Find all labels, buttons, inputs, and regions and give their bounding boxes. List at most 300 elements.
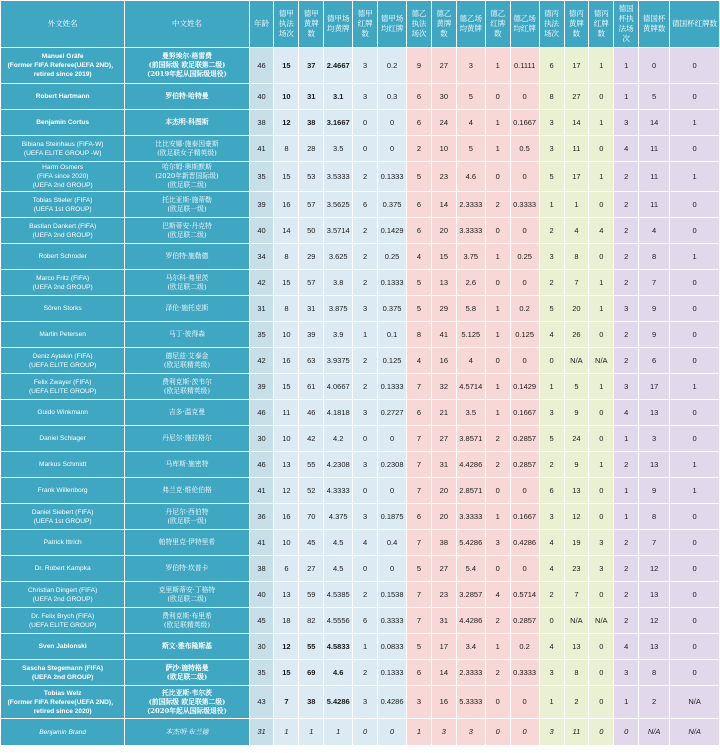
stat-cell: 5 bbox=[564, 374, 589, 400]
stat-cell: 29 bbox=[431, 296, 456, 322]
stat-cell: 0.1333 bbox=[378, 162, 407, 192]
stat-cell: 20 bbox=[431, 218, 456, 244]
stat-cell: 15 bbox=[274, 660, 299, 686]
stat-cell: 3 bbox=[353, 400, 378, 426]
stat-cell: 6 bbox=[274, 556, 299, 582]
table-row bbox=[1, 686, 720, 719]
stat-cell: 8 bbox=[274, 244, 299, 270]
stat-cell: 5.4286 bbox=[456, 530, 485, 556]
stat-cell: 0 bbox=[589, 719, 614, 746]
stat-cell: 0 bbox=[510, 348, 539, 374]
stat-cell: 4 bbox=[589, 218, 614, 244]
stat-cell: 6 bbox=[407, 504, 432, 530]
stat-cell: 39 bbox=[299, 322, 324, 348]
stat-cell: 0.5714 bbox=[510, 582, 539, 608]
foreign-name-cell: Patrick Ittrich bbox=[1, 530, 125, 556]
stat-cell: 8 bbox=[639, 504, 670, 530]
stat-cell: 0.1333 bbox=[378, 660, 407, 686]
stat-cell: 0.2308 bbox=[378, 452, 407, 478]
stat-cell: 5 bbox=[539, 426, 564, 452]
stat-cell: 34 bbox=[249, 244, 274, 270]
stat-cell: 31 bbox=[299, 84, 324, 110]
stat-cell: 6 bbox=[353, 192, 378, 218]
chinese-name-cell: 丹尼尔·西伯特 (欧足联一级) bbox=[125, 504, 249, 530]
stat-cell: 3 bbox=[456, 719, 485, 746]
stat-cell: 3 bbox=[539, 244, 564, 270]
stat-cell: 3.5714 bbox=[324, 218, 353, 244]
stat-cell: 10 bbox=[274, 84, 299, 110]
stat-cell: 0 bbox=[485, 162, 510, 192]
stat-cell: 40 bbox=[249, 582, 274, 608]
stat-cell: 27 bbox=[564, 84, 589, 110]
stat-cell: 31 bbox=[249, 719, 274, 746]
stat-cell: 14 bbox=[431, 660, 456, 686]
stat-cell: 0 bbox=[670, 348, 720, 374]
stat-cell: 36 bbox=[249, 504, 274, 530]
chinese-name-cell: 本杰明·布兰德 bbox=[125, 719, 249, 746]
table-row bbox=[1, 634, 720, 660]
stat-cell: 9 bbox=[639, 296, 670, 322]
stat-cell: 4 bbox=[353, 530, 378, 556]
chinese-name-cell: 帕特里克·伊特里希 bbox=[125, 530, 249, 556]
stat-cell: 4.5 bbox=[324, 530, 353, 556]
stat-cell: 0 bbox=[510, 218, 539, 244]
stat-cell: 9 bbox=[564, 452, 589, 478]
chinese-name-cell: 曼努埃尔·格雷费 (前国际级 欧足联第二级) (2019年起从国际级退役) bbox=[125, 48, 249, 84]
stat-cell: 0.375 bbox=[378, 192, 407, 218]
foreign-name-cell: Harm Osmers (FIFA since 2020) (UEFA 2nd GROUP) bbox=[1, 162, 125, 192]
stat-cell: 3.3333 bbox=[456, 218, 485, 244]
stat-cell: 0 bbox=[589, 84, 614, 110]
stat-cell: 5 bbox=[407, 556, 432, 582]
table-row bbox=[1, 504, 720, 530]
chinese-name-cell: 吉多·温克曼 bbox=[125, 400, 249, 426]
stat-cell: 3.625 bbox=[324, 244, 353, 270]
stat-cell: 3.2857 bbox=[456, 582, 485, 608]
stat-cell: 70 bbox=[299, 504, 324, 530]
stat-cell: 1 bbox=[539, 192, 564, 218]
column-header: 德甲场均黄牌 bbox=[324, 1, 353, 48]
foreign-name-cell: Tobias Stieler (FIFA) (UEFA 1st GROUP) bbox=[1, 192, 125, 218]
stat-cell: 0 bbox=[353, 426, 378, 452]
stat-cell: 46 bbox=[249, 452, 274, 478]
stat-cell: 0 bbox=[670, 634, 720, 660]
stat-cell: 42 bbox=[249, 348, 274, 374]
stat-cell: 2 bbox=[614, 322, 639, 348]
stat-cell: 3.5333 bbox=[324, 162, 353, 192]
stat-cell: 1 bbox=[485, 322, 510, 348]
stat-cell: 3 bbox=[353, 504, 378, 530]
stat-cell: 8 bbox=[274, 296, 299, 322]
stat-cell: 0 bbox=[589, 478, 614, 504]
stat-cell: 20 bbox=[431, 478, 456, 504]
table-row bbox=[1, 530, 720, 556]
stat-cell: 1 bbox=[274, 719, 299, 746]
stat-cell: 0 bbox=[378, 426, 407, 452]
stat-cell: 1 bbox=[485, 48, 510, 84]
stat-cell: 0.2727 bbox=[378, 400, 407, 426]
stat-cell: 8 bbox=[407, 322, 432, 348]
stat-cell: 41 bbox=[249, 478, 274, 504]
stat-cell: 2 bbox=[539, 582, 564, 608]
stat-cell: 0 bbox=[353, 719, 378, 746]
stat-cell: 2 bbox=[353, 374, 378, 400]
stat-cell: 7 bbox=[407, 452, 432, 478]
stat-cell: 1 bbox=[670, 374, 720, 400]
stat-cell: 4.3333 bbox=[324, 478, 353, 504]
foreign-name-cell: Frank Willenborg bbox=[1, 478, 125, 504]
stat-cell: 5 bbox=[407, 296, 432, 322]
stat-cell: 17 bbox=[564, 48, 589, 84]
stat-cell: 1 bbox=[670, 478, 720, 504]
stat-cell: 0 bbox=[353, 556, 378, 582]
foreign-name-cell: Daniel Siebert (FIFA) (UEFA 1st GROUP) bbox=[1, 504, 125, 530]
column-header: 德丙黄牌数 bbox=[564, 1, 589, 48]
stat-cell: 1 bbox=[485, 136, 510, 162]
stat-cell: 41 bbox=[249, 530, 274, 556]
foreign-name-cell: Benjamin Cortus bbox=[1, 110, 125, 136]
table-row bbox=[1, 478, 720, 504]
stat-cell: 35 bbox=[249, 162, 274, 192]
foreign-name-cell: Manuel Gräfe (Former FIFA Referee(UEFA 2ND)，retired since 2019) bbox=[1, 48, 125, 84]
stat-cell: N/A bbox=[670, 719, 720, 746]
stat-cell: 4 bbox=[539, 322, 564, 348]
column-header: 德国杯执法场次 bbox=[614, 1, 639, 48]
stat-cell: 0 bbox=[670, 218, 720, 244]
stat-cell: 0.5 bbox=[510, 136, 539, 162]
stat-cell: 32 bbox=[431, 374, 456, 400]
stat-cell: 55 bbox=[299, 452, 324, 478]
stat-cell: 4 bbox=[614, 634, 639, 660]
stat-cell: 2.3333 bbox=[456, 660, 485, 686]
stat-cell: 5 bbox=[639, 84, 670, 110]
stat-cell: 0 bbox=[485, 719, 510, 746]
stat-cell: 45 bbox=[299, 530, 324, 556]
stat-cell: 1 bbox=[485, 244, 510, 270]
stat-cell: 0 bbox=[378, 478, 407, 504]
column-header: 德乙红牌数 bbox=[485, 1, 510, 48]
stat-cell: 2 bbox=[353, 660, 378, 686]
stat-cell: 0 bbox=[485, 84, 510, 110]
stat-cell: 1 bbox=[485, 400, 510, 426]
stat-cell: 0 bbox=[353, 478, 378, 504]
stat-cell: 2 bbox=[353, 582, 378, 608]
stat-cell: 38 bbox=[249, 110, 274, 136]
stat-cell: 31 bbox=[249, 296, 274, 322]
stat-cell: 15 bbox=[431, 244, 456, 270]
stat-cell: 1 bbox=[670, 244, 720, 270]
stat-cell: 0.1429 bbox=[378, 218, 407, 244]
stat-cell: 0 bbox=[539, 608, 564, 634]
foreign-name-cell: Bastian Dankert (FIFA) (UEFA 2nd GROUP) bbox=[1, 218, 125, 244]
stat-cell: 1 bbox=[589, 162, 614, 192]
chinese-name-cell: 马库斯·施密特 bbox=[125, 452, 249, 478]
stat-cell: 1 bbox=[407, 719, 432, 746]
stat-cell: 0.1429 bbox=[510, 374, 539, 400]
column-header: 年龄 bbox=[249, 1, 274, 48]
stat-cell: 2 bbox=[353, 162, 378, 192]
stat-cell: 0 bbox=[353, 136, 378, 162]
foreign-name-cell: Felix Zwayer (FIFA) (UEFA ELITE GROUP) bbox=[1, 374, 125, 400]
stat-cell: 9 bbox=[564, 400, 589, 426]
stat-cell: N/A bbox=[564, 348, 589, 374]
stat-cell: 24 bbox=[431, 110, 456, 136]
stat-cell: 38 bbox=[431, 530, 456, 556]
stat-cell: 7 bbox=[407, 478, 432, 504]
stat-cell: 0 bbox=[485, 686, 510, 719]
stat-cell: 4 bbox=[539, 634, 564, 660]
stat-cell: 0.0833 bbox=[378, 634, 407, 660]
stat-cell: 1 bbox=[485, 374, 510, 400]
stat-cell: 3 bbox=[614, 660, 639, 686]
stat-cell: 3 bbox=[539, 136, 564, 162]
table-row bbox=[1, 426, 720, 452]
stat-cell: 5.8 bbox=[456, 296, 485, 322]
stat-cell: 2.6 bbox=[456, 270, 485, 296]
stat-cell: 0.2 bbox=[510, 296, 539, 322]
stat-cell: 2 bbox=[539, 270, 564, 296]
stat-cell: 9 bbox=[639, 478, 670, 504]
stat-cell: 0.4286 bbox=[378, 686, 407, 719]
stat-cell: 3.875 bbox=[324, 296, 353, 322]
table-row bbox=[1, 84, 720, 110]
table-row bbox=[1, 348, 720, 374]
stat-cell: 0 bbox=[353, 110, 378, 136]
stat-cell: 23 bbox=[564, 556, 589, 582]
chinese-name-cell: 本杰明·科图斯 bbox=[125, 110, 249, 136]
stat-cell: 0 bbox=[670, 192, 720, 218]
stat-cell: 12 bbox=[274, 110, 299, 136]
stat-cell: 13 bbox=[274, 582, 299, 608]
stat-cell: 61 bbox=[299, 374, 324, 400]
stat-cell: 5.125 bbox=[456, 322, 485, 348]
stat-cell: 3.5 bbox=[324, 136, 353, 162]
stat-cell: 57 bbox=[299, 270, 324, 296]
stat-cell: 42 bbox=[299, 426, 324, 452]
foreign-name-cell: Dr. Robert Kampka bbox=[1, 556, 125, 582]
stat-cell: 4 bbox=[407, 348, 432, 374]
stat-cell: 10 bbox=[274, 426, 299, 452]
stat-cell: 15 bbox=[274, 374, 299, 400]
stat-cell: 41 bbox=[431, 322, 456, 348]
stat-cell: 0 bbox=[670, 426, 720, 452]
stat-cell: 1 bbox=[299, 719, 324, 746]
stat-cell: 2.4667 bbox=[324, 48, 353, 84]
stat-cell: 3.5625 bbox=[324, 192, 353, 218]
stat-cell: 40 bbox=[249, 84, 274, 110]
stat-cell: 4.2308 bbox=[324, 452, 353, 478]
stat-cell: 46 bbox=[249, 400, 274, 426]
stat-cell: 7 bbox=[639, 530, 670, 556]
stat-cell: 0 bbox=[589, 322, 614, 348]
chinese-name-cell: 哈尔姆·奥斯默斯 (2020年新晋国际级) (欧足联二级) bbox=[125, 162, 249, 192]
stat-cell: 7 bbox=[564, 270, 589, 296]
column-header: 德乙场均黄牌 bbox=[456, 1, 485, 48]
stat-cell: 6 bbox=[639, 348, 670, 374]
table-row bbox=[1, 582, 720, 608]
stat-cell: 41 bbox=[249, 136, 274, 162]
stat-cell: 7 bbox=[407, 426, 432, 452]
stat-cell: 10 bbox=[274, 530, 299, 556]
foreign-name-cell: Markus Schmidt bbox=[1, 452, 125, 478]
stat-cell: 31 bbox=[431, 608, 456, 634]
stat-cell: 0 bbox=[589, 192, 614, 218]
column-header: 德国杯黄牌数 bbox=[639, 1, 670, 48]
stat-cell: 3.3333 bbox=[456, 504, 485, 530]
stat-cell: 1 bbox=[353, 634, 378, 660]
stat-cell: 0 bbox=[485, 218, 510, 244]
stat-cell: 0.1538 bbox=[378, 582, 407, 608]
stat-cell: 63 bbox=[299, 348, 324, 374]
stat-cell: 2 bbox=[485, 192, 510, 218]
stat-cell: 11 bbox=[564, 136, 589, 162]
chinese-name-cell: 费利克斯·布里希 (欧足联精英级) bbox=[125, 608, 249, 634]
stat-cell: 10 bbox=[431, 136, 456, 162]
stat-cell: 3.9 bbox=[324, 322, 353, 348]
stat-cell: 1 bbox=[589, 110, 614, 136]
stat-cell: 0 bbox=[670, 582, 720, 608]
stat-cell: 3.4 bbox=[456, 634, 485, 660]
stat-cell: 24 bbox=[564, 426, 589, 452]
stat-cell: 3 bbox=[589, 530, 614, 556]
foreign-name-cell: Sascha Stegemann (FIFA) (UEFA 2nd GROUP) bbox=[1, 660, 125, 686]
stat-cell: 2 bbox=[539, 452, 564, 478]
chinese-name-cell: 马尔科·弗里茨 (欧足联二级) bbox=[125, 270, 249, 296]
stat-cell: 11 bbox=[639, 136, 670, 162]
chinese-name-cell: 德尼兹·艾泰金 (欧足联精英级) bbox=[125, 348, 249, 374]
stat-cell: 23 bbox=[431, 582, 456, 608]
stat-cell: 0 bbox=[378, 136, 407, 162]
stat-cell: 1 bbox=[614, 504, 639, 530]
stat-cell: 28 bbox=[299, 136, 324, 162]
foreign-name-cell: Martin Petersen bbox=[1, 322, 125, 348]
table-row bbox=[1, 400, 720, 426]
stat-cell: 14 bbox=[564, 110, 589, 136]
stat-cell: 18 bbox=[274, 608, 299, 634]
stat-cell: 6 bbox=[353, 608, 378, 634]
stat-cell: 55 bbox=[299, 634, 324, 660]
chinese-name-cell: 弗兰克·维伦伯格 bbox=[125, 478, 249, 504]
stat-cell: 0 bbox=[539, 348, 564, 374]
stat-cell: 3 bbox=[539, 504, 564, 530]
chinese-name-cell: 马丁·彼得森 bbox=[125, 322, 249, 348]
stat-cell: 1 bbox=[614, 48, 639, 84]
stat-cell: 1 bbox=[353, 322, 378, 348]
stat-cell: 3 bbox=[407, 686, 432, 719]
stat-cell: 3 bbox=[353, 84, 378, 110]
stat-cell: 0 bbox=[510, 719, 539, 746]
stat-cell: 16 bbox=[274, 192, 299, 218]
stat-cell: 0 bbox=[670, 136, 720, 162]
stat-cell: 0.1333 bbox=[378, 270, 407, 296]
foreign-name-cell: Marco Fritz (FIFA) (UEFA 2nd GROUP) bbox=[1, 270, 125, 296]
stat-cell: 10 bbox=[274, 322, 299, 348]
stat-cell: 0.3333 bbox=[510, 660, 539, 686]
stat-cell: 4.0667 bbox=[324, 374, 353, 400]
stat-cell: 14 bbox=[274, 218, 299, 244]
stat-cell: 14 bbox=[431, 192, 456, 218]
stat-cell: 0.2857 bbox=[510, 426, 539, 452]
stat-cell: 0.1875 bbox=[378, 504, 407, 530]
stat-cell: 0.1 bbox=[378, 322, 407, 348]
stat-cell: 12 bbox=[639, 556, 670, 582]
stat-cell: 39 bbox=[249, 374, 274, 400]
stat-cell: 4 bbox=[614, 136, 639, 162]
stat-cell: 69 bbox=[299, 660, 324, 686]
stat-cell: 6 bbox=[407, 84, 432, 110]
stat-cell: 8 bbox=[564, 244, 589, 270]
stat-cell: 0 bbox=[670, 296, 720, 322]
stat-cell: 0 bbox=[670, 530, 720, 556]
stat-cell: 40 bbox=[249, 218, 274, 244]
stat-cell: 6 bbox=[407, 400, 432, 426]
stat-cell: 0.2857 bbox=[510, 608, 539, 634]
stat-cell: 4.2 bbox=[324, 426, 353, 452]
stat-cell: 17 bbox=[639, 374, 670, 400]
stat-cell: 7 bbox=[407, 374, 432, 400]
stat-cell: 1 bbox=[589, 48, 614, 84]
stat-cell: 50 bbox=[299, 218, 324, 244]
stat-cell: 1 bbox=[324, 719, 353, 746]
stat-cell: 0 bbox=[670, 48, 720, 84]
stat-cell: 43 bbox=[249, 686, 274, 719]
stat-cell: 14 bbox=[639, 110, 670, 136]
stat-cell: 6 bbox=[407, 218, 432, 244]
stat-cell: 16 bbox=[431, 686, 456, 719]
stat-cell: 3 bbox=[456, 48, 485, 84]
stat-cell: 5.4 bbox=[456, 556, 485, 582]
stat-cell: 30 bbox=[249, 634, 274, 660]
stat-cell: N/A bbox=[589, 348, 614, 374]
stat-cell: 1 bbox=[589, 374, 614, 400]
stat-cell: 0 bbox=[670, 608, 720, 634]
column-header: 中文姓名 bbox=[125, 1, 249, 48]
stat-cell: 0 bbox=[510, 162, 539, 192]
stat-cell: 5 bbox=[539, 162, 564, 192]
stat-cell: 0.3333 bbox=[378, 608, 407, 634]
stat-cell: 3 bbox=[353, 452, 378, 478]
table-row bbox=[1, 218, 720, 244]
stat-cell: 59 bbox=[299, 582, 324, 608]
stat-cell: 2 bbox=[614, 162, 639, 192]
stat-cell: 0.1667 bbox=[510, 110, 539, 136]
stat-cell: 0 bbox=[589, 634, 614, 660]
stat-cell: 7 bbox=[407, 582, 432, 608]
stat-cell: 2 bbox=[353, 218, 378, 244]
foreign-name-cell: Robert Hartmann bbox=[1, 84, 125, 110]
table-row bbox=[1, 556, 720, 582]
stat-cell: 3.75 bbox=[456, 244, 485, 270]
stat-cell: 4.5833 bbox=[324, 634, 353, 660]
foreign-name-cell: Benjamin Brand bbox=[1, 719, 125, 746]
stat-cell: 7 bbox=[407, 608, 432, 634]
stat-cell: 16 bbox=[274, 348, 299, 374]
column-header: 德丙红牌数 bbox=[589, 1, 614, 48]
stat-cell: 0 bbox=[670, 84, 720, 110]
stat-cell: 3.8 bbox=[324, 270, 353, 296]
stat-cell: 13 bbox=[639, 634, 670, 660]
stat-cell: 3.5 bbox=[456, 400, 485, 426]
stat-cell: 52 bbox=[299, 478, 324, 504]
stat-cell: 38 bbox=[299, 686, 324, 719]
column-header: 德丙执法场次 bbox=[539, 1, 564, 48]
stat-cell: 30 bbox=[249, 426, 274, 452]
stat-cell: 0 bbox=[670, 660, 720, 686]
stat-cell: 0.2 bbox=[378, 48, 407, 84]
stat-cell: 3 bbox=[353, 686, 378, 719]
stat-cell: 4.5714 bbox=[456, 374, 485, 400]
stat-cell: 4.4286 bbox=[456, 608, 485, 634]
